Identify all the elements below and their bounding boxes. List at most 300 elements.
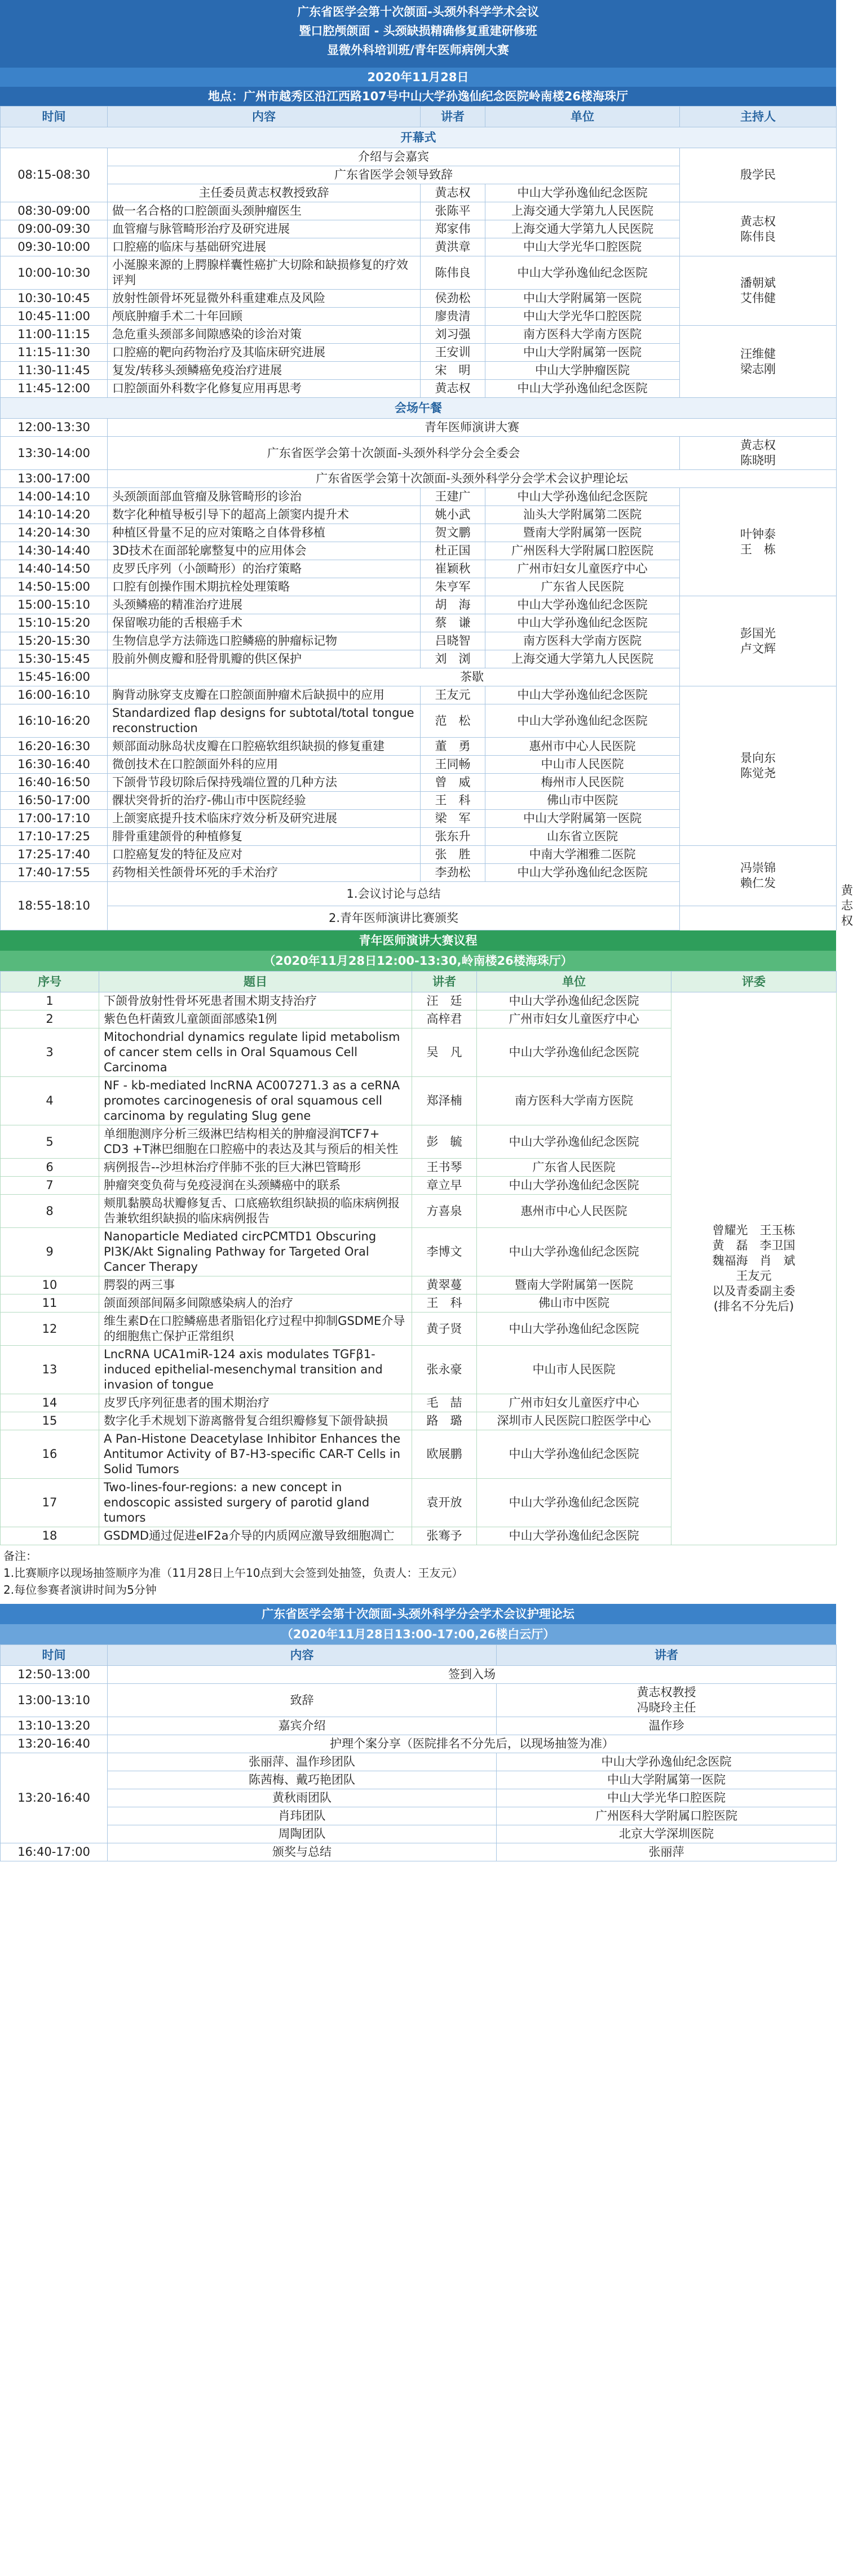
speaker-cell: 汪 廷 — [412, 992, 477, 1010]
time-cell: 15:10-15:20 — [1, 614, 108, 632]
unit-cell: 广东省人民医院 — [477, 1159, 671, 1177]
unit-cell: 中山大学光华口腔医院 — [485, 238, 680, 256]
speaker-cell: 黄洪章 — [421, 238, 485, 256]
team-row — [1, 1807, 837, 1825]
schedule-row — [1, 202, 837, 220]
unit-cell: 中山市人民医院 — [485, 756, 680, 774]
content-cell: 介绍与会嘉宾 — [108, 148, 680, 166]
title-cell: GSDMD通过促进eIF2a介导的内质网应激导致细胞凋亡 — [99, 1527, 412, 1545]
speaker-cell: 朱亨军 — [421, 578, 485, 596]
unit-cell: 中山大学孙逸仙纪念医院 — [485, 614, 680, 632]
speaker-cell: 黄志权 — [421, 380, 485, 398]
content-cell: 口腔有创操作围术期抗栓处理策略 — [108, 578, 421, 596]
tea-break-row — [1, 668, 837, 686]
number-cell: 7 — [1, 1177, 99, 1195]
unit-cell: 暨南大学附属第一医院 — [485, 524, 680, 542]
team-cell: 肖玮团队 — [108, 1807, 497, 1825]
schedule-row — [1, 437, 837, 470]
host-cell: 殷学民 — [680, 148, 837, 202]
main-schedule-table — [0, 106, 853, 930]
number-cell: 10 — [1, 1276, 99, 1294]
unit-cell: 中山大学光华口腔医院 — [485, 308, 680, 326]
opening-section — [1, 127, 837, 148]
number-cell: 13 — [1, 1346, 99, 1394]
time-cell: 15:00-15:10 — [1, 596, 108, 614]
unit-cell: 中山大学孙逸仙纪念医院 — [477, 1313, 671, 1346]
speaker-cell: 张 胜 — [421, 846, 485, 864]
content-cell: 1.会议讨论与总结 — [108, 882, 680, 906]
host-cell: 叶钟泰 王 栋 — [680, 488, 837, 596]
unit-cell: 南方医科大学南方医院 — [477, 1077, 671, 1125]
unit-cell: 中山大学孙逸仙纪念医院 — [497, 1753, 837, 1771]
speaker-cell: 张丽萍 — [497, 1843, 837, 1861]
unit-cell: 梅州市人民医院 — [485, 774, 680, 792]
time-cell: 17:10-17:25 — [1, 828, 108, 846]
time-cell: 16:50-17:00 — [1, 792, 108, 810]
time-cell: 17:40-17:55 — [1, 864, 108, 882]
number-cell: 15 — [1, 1412, 99, 1430]
content-cell: 嘉宾介绍 — [108, 1717, 497, 1735]
unit-cell: 南方医科大学南方医院 — [485, 326, 680, 344]
content-cell: 颊部面动脉岛状皮瓣在口腔癌软组织缺损的修复重建 — [108, 738, 421, 756]
speaker-cell: 王安训 — [421, 344, 485, 362]
unit-cell: 惠州市中心人民医院 — [477, 1195, 671, 1228]
team-row — [1, 1789, 837, 1807]
nursing-title: 广东省医学会第十次颌面-头颈外科学分会学术会议护理论坛 — [0, 1604, 836, 1624]
column-header: 单位 — [477, 972, 671, 992]
speaker-cell: 欧展鹏 — [412, 1430, 477, 1479]
unit-cell: 中山大学孙逸仙纪念医院 — [485, 488, 680, 506]
speaker-cell: 刘习强 — [421, 326, 485, 344]
unit-cell: 广州医科大学附属口腔医院 — [497, 1807, 837, 1825]
time-cell: 13:20-16:40 — [1, 1753, 108, 1843]
schedule-row — [1, 419, 837, 437]
number-cell: 16 — [1, 1430, 99, 1479]
content-cell: 护理个案分享（医院排名不分先后，以现场抽签为准） — [108, 1735, 837, 1753]
team-row — [1, 1825, 837, 1843]
column-header: 评委 — [671, 972, 837, 992]
closing-row: 18:55-18:10 1.会议讨论与总结 黄志权 — [1, 882, 837, 906]
time-cell: 15:20-15:30 — [1, 632, 108, 650]
content-cell: 种植区骨量不足的应对策略之自体骨移植 — [108, 524, 421, 542]
nursing-subtitle: （2020年11月28日13:00-17:00,26楼白云厅） — [0, 1624, 836, 1644]
time-cell: 12:50-13:00 — [1, 1666, 108, 1684]
speaker-cell: 董 勇 — [421, 738, 485, 756]
team-cell: 黄秋雨团队 — [108, 1789, 497, 1807]
host-cell: 景向东 陈觉尧 — [680, 686, 837, 846]
content-cell: 下颌骨节段切除后保持残端位置的几种方法 — [108, 774, 421, 792]
host-cell: 黄志权 陈伟良 — [680, 202, 837, 256]
time-cell: 18:55-18:10 — [1, 882, 108, 930]
column-header: 内容 — [108, 107, 421, 127]
number-cell: 6 — [1, 1159, 99, 1177]
time-cell: 16:00-16:10 — [1, 686, 108, 704]
speaker-cell: 姚小武 — [421, 506, 485, 524]
unit-cell: 中山大学孙逸仙纪念医院 — [477, 992, 671, 1010]
speaker-cell: 崔颖秋 — [421, 560, 485, 578]
host-cell: 黄志权 陈晓明 — [680, 437, 837, 470]
speaker-cell: 李博文 — [412, 1228, 477, 1276]
content-cell: 茶歇 — [108, 668, 837, 686]
column-header: 题目 — [99, 972, 412, 992]
content-cell: 药物相关性颌骨坏死的手术治疗 — [108, 864, 421, 882]
title-cell: 颌面颈部间隔多间隙感染病人的治疗 — [99, 1294, 412, 1313]
unit-cell: 中山大学光华口腔医院 — [497, 1789, 837, 1807]
content-cell: 致辞 — [108, 1684, 497, 1717]
time-cell: 16:40-16:50 — [1, 774, 108, 792]
team-row — [1, 1771, 837, 1789]
column-header: 序号 — [1, 972, 99, 992]
content-cell: 复发/转移头颈鳞癌免疫治疗进展 — [108, 362, 421, 380]
time-cell: 17:00-17:10 — [1, 810, 108, 828]
content-cell: 胸背动脉穿支皮瓣在口腔颌面肿瘤术后缺损中的应用 — [108, 686, 421, 704]
time-cell: 14:40-14:50 — [1, 560, 108, 578]
unit-cell: 中山大学孙逸仙纪念医院 — [485, 380, 680, 398]
time-cell: 14:50-15:00 — [1, 578, 108, 596]
nursing-schedule — [0, 1644, 836, 1861]
unit-cell: 汕头大学附属第二医院 — [485, 506, 680, 524]
column-header: 内容 — [108, 1645, 497, 1666]
unit-cell: 中山大学附属第一医院 — [485, 344, 680, 362]
title-line-2: 暨口腔颅颌面 - 头颈缺损精确修复重建研修班 — [299, 24, 537, 38]
contest-row — [1, 992, 837, 1010]
speaker-cell: 章立早 — [412, 1177, 477, 1195]
content-cell: 广东省医学会领导致辞 — [108, 166, 680, 184]
content-cell: Standardized flap designs for subtotal/total tongue reconstruction — [108, 704, 421, 738]
closing-row — [1, 906, 837, 930]
unit-cell: 山东省立医院 — [485, 828, 680, 846]
unit-cell: 中山大学孙逸仙纪念医院 — [477, 1177, 671, 1195]
content-cell: 皮罗氏序列（小颌畸形）的治疗策略 — [108, 560, 421, 578]
host-cell: 汪维健 梁志刚 — [680, 326, 837, 398]
note-line-1: 1.比赛顺序以现场抽签顺序为准（11月28日上午10点到大会签到处抽签，负责人：王友元） — [3, 1566, 463, 1580]
title-cell: 单细胞测序分析三级淋巴结构相关的肿瘤浸润TCF7+ CD3 +T淋巴细胞在口腔癌中的表达及其与预后的相关性 — [99, 1125, 412, 1159]
title-cell: Mitochondrial dynamics regulate lipid metabolism of cancer stem cells in Oral Squamous Cell Carcinoma — [99, 1028, 412, 1077]
speaker-cell: 黄志权教授 冯晓玲主任 — [497, 1684, 837, 1717]
number-cell: 17 — [1, 1479, 99, 1527]
content-cell: 生物信息学方法筛选口腔鳞癌的肿瘤标记物 — [108, 632, 421, 650]
content-cell: 头颈鳞癌的精准治疗进展 — [108, 596, 421, 614]
note-line-2: 2.每位参赛者演讲时间为5分钟 — [3, 1583, 157, 1597]
time-cell: 13:00-17:00 — [1, 470, 108, 488]
number-cell: 4 — [1, 1077, 99, 1125]
unit-cell: 广州市妇女儿童医疗中心 — [477, 1394, 671, 1412]
contest-title: 青年医师演讲大赛议程 — [0, 930, 836, 951]
number-cell: 3 — [1, 1028, 99, 1077]
schedule-row — [1, 326, 837, 344]
title-cell: Two-lines-four-regions: a new concept in endoscopic assisted surgery of parotid gland tumors — [99, 1479, 412, 1527]
number-cell: 9 — [1, 1228, 99, 1276]
speaker-cell: 黄翠蔓 — [412, 1276, 477, 1294]
speaker-cell: 王友元 — [421, 686, 485, 704]
unit-cell: 暨南大学附属第一医院 — [477, 1276, 671, 1294]
main-schedule — [0, 106, 853, 930]
unit-cell: 中山大学孙逸仙纪念医院 — [485, 704, 680, 738]
host-cell: 潘朝斌 艾伟健 — [680, 256, 837, 326]
speaker-cell: 王同畅 — [421, 756, 485, 774]
content-cell: 血管瘤与脉管畸形治疗及研究进展 — [108, 220, 421, 238]
nursing-row — [1, 1735, 837, 1753]
speaker-cell: 郑泽楠 — [412, 1077, 477, 1125]
speaker-cell: 侯劲松 — [421, 290, 485, 308]
team-cell: 张丽萍、温作珍团队 — [108, 1753, 497, 1771]
content-cell: 髁状突骨折的治疗-佛山市中医院经验 — [108, 792, 421, 810]
content-cell: 口腔癌复发的特征及应对 — [108, 846, 421, 864]
speaker-cell: 范 松 — [421, 704, 485, 738]
time-cell: 15:45-16:00 — [1, 668, 108, 686]
time-cell: 10:45-11:00 — [1, 308, 108, 326]
schedule-row — [1, 686, 837, 704]
speaker-cell: 方喜泉 — [412, 1195, 477, 1228]
content-cell: 腓骨重建颌骨的种植修复 — [108, 828, 421, 846]
opening-section-label: 开幕式 — [1, 127, 837, 148]
schedule-row — [1, 596, 837, 614]
title-cell: Nanoparticle Mediated circPCMTD1 Obscuring PI3K/Akt Signaling Pathway for Targeted Oral Cancer Therapy — [99, 1228, 412, 1276]
unit-cell: 佛山市中医院 — [485, 792, 680, 810]
unit-cell: 中山大学孙逸仙纪念医院 — [485, 256, 680, 290]
time-cell: 09:00-09:30 — [1, 220, 108, 238]
unit-cell: 中山大学孙逸仙纪念医院 — [477, 1527, 671, 1545]
unit-cell: 上海交通大学第九人民医院 — [485, 220, 680, 238]
lunch-section-label: 会场午餐 — [1, 398, 837, 419]
speaker-cell: 陈伟良 — [421, 256, 485, 290]
judges-cell: 曾耀光 王玉栋 黄 磊 李卫国 魏福海 肖 斌 王友元 以及青委副主委 (排名不分先后) — [671, 992, 837, 1545]
title-cell: 维生素D在口腔鳞癌患者脂铝化疗过程中抑制GSDME介导的细胞焦亡保护正常组织 — [99, 1313, 412, 1346]
content-cell: 股前外侧皮瓣和胫骨肌瓣的供区保护 — [108, 650, 421, 668]
content-cell: 小涎腺来源的上腭腺样囊性癌扩大切除和缺损修复的疗效评判 — [108, 256, 421, 290]
number-cell: 8 — [1, 1195, 99, 1228]
time-cell: 09:30-10:00 — [1, 238, 108, 256]
number-cell: 1 — [1, 992, 99, 1010]
nursing-row — [1, 1843, 837, 1861]
speaker-cell: 王书琴 — [412, 1159, 477, 1177]
unit-cell: 中山市人民医院 — [477, 1346, 671, 1394]
unit-cell: 中山大学孙逸仙纪念医院 — [485, 184, 680, 202]
time-cell: 14:00-14:10 — [1, 488, 108, 506]
host-cell: 冯崇锦 赖仁发 — [680, 846, 837, 906]
speaker-cell: 曾 威 — [421, 774, 485, 792]
speaker-cell: 胡 海 — [421, 596, 485, 614]
column-header: 时间 — [1, 1645, 108, 1666]
unit-cell: 广州医科大学附属口腔医院 — [485, 542, 680, 560]
column-header: 讲者 — [421, 107, 485, 127]
speaker-cell: 李劲松 — [421, 864, 485, 882]
schedule-row — [1, 256, 837, 290]
time-cell: 08:15-08:30 — [1, 148, 108, 202]
unit-cell: 中山大学附属第一医院 — [485, 810, 680, 828]
speaker-cell: 王 科 — [412, 1294, 477, 1313]
unit-cell: 中山大学附属第一医院 — [485, 290, 680, 308]
title-cell: 肿瘤突变负荷与免疫浸润在头颈鳞癌中的联系 — [99, 1177, 412, 1195]
time-cell: 11:30-11:45 — [1, 362, 108, 380]
speaker-cell: 杜正国 — [421, 542, 485, 560]
speaker-cell: 廖贵清 — [421, 308, 485, 326]
title-cell: 皮罗氏序列征患者的围术期治疗 — [99, 1394, 412, 1412]
title-cell: 紫色色杆菌致儿童颌面部感染1例 — [99, 1010, 412, 1028]
speaker-cell: 吴 凡 — [412, 1028, 477, 1077]
title-cell: 病例报告--沙坦林治疗伴肺不张的巨大淋巴管畸形 — [99, 1159, 412, 1177]
title-line-3: 显微外科培训班/青年医师病例大赛 — [327, 43, 509, 57]
speaker-cell: 袁开放 — [412, 1479, 477, 1527]
time-cell: 16:10-16:20 — [1, 704, 108, 738]
content-cell: 口腔癌的靶向药物治疗及其临床研究进展 — [108, 344, 421, 362]
time-cell: 16:40-17:00 — [1, 1843, 108, 1861]
time-cell: 15:30-15:45 — [1, 650, 108, 668]
content-cell: 上颌窦底提升技术临床疗效分析及研究进展 — [108, 810, 421, 828]
number-cell: 18 — [1, 1527, 99, 1545]
time-cell: 11:15-11:30 — [1, 344, 108, 362]
note-line-0: 备注： — [3, 1549, 37, 1563]
content-cell: 口腔颌面外科数字化修复应用再思考 — [108, 380, 421, 398]
number-cell: 5 — [1, 1125, 99, 1159]
team-cell: 周陶团队 — [108, 1825, 497, 1843]
unit-cell: 深圳市人民医院口腔医学中心 — [477, 1412, 671, 1430]
content-cell: 广东省医学会第十次颌面-头颈外科学分会全委会 — [108, 437, 680, 470]
title-cell: 颊肌黏膜岛状瓣修复舌、口底癌软组织缺损的临床病例报告兼软组织缺损的临床病例报告 — [99, 1195, 412, 1228]
unit-cell: 上海交通大学第九人民医院 — [485, 650, 680, 668]
speaker-cell: 贺文鹏 — [421, 524, 485, 542]
unit-cell: 广东省人民医院 — [485, 578, 680, 596]
nursing-row — [1, 1666, 837, 1684]
content-cell: 做一名合格的口腔颌面头颈肿瘤医生 — [108, 202, 421, 220]
column-header: 讲者 — [412, 972, 477, 992]
time-cell: 16:20-16:30 — [1, 738, 108, 756]
speaker-cell: 黄子贤 — [412, 1313, 477, 1346]
content-cell: 保留喉功能的舌根癌手术 — [108, 614, 421, 632]
time-cell: 13:00-13:10 — [1, 1684, 108, 1717]
speaker-cell: 张永豪 — [412, 1346, 477, 1394]
schedule-row — [1, 846, 837, 864]
event-venue: 地点：广州市越秀区沿江西路107号中山大学孙逸仙纪念医院岭南楼26楼海珠厅 — [0, 87, 836, 106]
content-cell: 数字化种植导板引导下的超高上颌窦内提升术 — [108, 506, 421, 524]
nursing-table — [0, 1644, 837, 1861]
speaker-cell: 毛 喆 — [412, 1394, 477, 1412]
unit-cell: 上海交通大学第九人民医院 — [485, 202, 680, 220]
speaker-cell: 温作珍 — [497, 1717, 837, 1735]
time-cell: 14:30-14:40 — [1, 542, 108, 560]
content-cell: 广东省医学会第十次颌面-头颈外科学分会学术会议护理论坛 — [108, 470, 837, 488]
title-cell: LncRNA UCA1miR-124 axis modulates TGFβ1-induced epithelial-mesenchymal transition and invasion of tongue — [99, 1346, 412, 1394]
content-cell: 颁奖与总结 — [108, 1843, 497, 1861]
title-cell: NF - kb-mediated lncRNA AC007271.3 as a ceRNA promotes carcinogenesis of oral squamous cell carcinoma by regulating Slug gene — [99, 1077, 412, 1125]
content-cell: 头颈颌面部血管瘤及脉管畸形的诊治 — [108, 488, 421, 506]
speaker-cell: 梁 军 — [421, 810, 485, 828]
team-row — [1, 1753, 837, 1771]
speaker-cell: 蔡 谦 — [421, 614, 485, 632]
unit-cell: 中山大学孙逸仙纪念医院 — [477, 1479, 671, 1527]
speaker-cell: 刘 浏 — [421, 650, 485, 668]
unit-cell: 南方医科大学南方医院 — [485, 632, 680, 650]
title-line-1: 广东省医学会第十次颌面-头颈外科学学术会议 — [297, 5, 539, 19]
speaker-cell: 高梓君 — [412, 1010, 477, 1028]
time-cell: 17:25-17:40 — [1, 846, 108, 864]
speaker-cell: 王 科 — [421, 792, 485, 810]
nursing-row — [1, 1717, 837, 1735]
unit-cell: 中山大学孙逸仙纪念医院 — [485, 864, 680, 882]
time-cell: 10:30-10:45 — [1, 290, 108, 308]
content-cell: 急危重头颈部多间隙感染的诊治对策 — [108, 326, 421, 344]
contest-table — [0, 971, 837, 1545]
content-cell: 口腔癌的临床与基础研究进展 — [108, 238, 421, 256]
content-cell: 2.青年医师演讲比赛颁奖 — [108, 906, 680, 930]
unit-cell: 北京大学深圳医院 — [497, 1825, 837, 1843]
speaker-cell: 黄志权 — [421, 184, 485, 202]
title-cell: 腭裂的两三事 — [99, 1276, 412, 1294]
time-cell: 12:00-13:30 — [1, 419, 108, 437]
speaker-cell: 张东升 — [421, 828, 485, 846]
contest-notes — [3, 1548, 463, 1598]
event-date: 2020年11月28日 — [0, 68, 836, 87]
unit-cell: 中山大学孙逸仙纪念医院 — [485, 686, 680, 704]
contest-subtitle: （2020年11月28日12:00-13:30,岭南楼26楼海珠厅） — [0, 951, 836, 971]
number-cell: 11 — [1, 1294, 99, 1313]
content-cell: 微创技术在口腔颌面外科的应用 — [108, 756, 421, 774]
time-cell: 11:00-11:15 — [1, 326, 108, 344]
unit-cell: 中山大学肿瘤医院 — [485, 362, 680, 380]
speaker-cell: 王建广 — [421, 488, 485, 506]
column-header: 主持人 — [680, 107, 837, 127]
unit-cell: 中山大学孙逸仙纪念医院 — [485, 596, 680, 614]
unit-cell: 中山大学孙逸仙纪念医院 — [477, 1430, 671, 1479]
title-cell: A Pan-Histone Deacetylase Inhibitor Enhances the Antitumor Activity of B7-H3-specific CAR-T Cells in Solid Tumors — [99, 1430, 412, 1479]
content-cell: 颅底肿瘤手术二十年回顾 — [108, 308, 421, 326]
number-cell: 14 — [1, 1394, 99, 1412]
unit-cell: 中山大学孙逸仙纪念医院 — [477, 1028, 671, 1077]
unit-cell: 中山大学孙逸仙纪念医院 — [477, 1228, 671, 1276]
speaker-cell: 吕晓智 — [421, 632, 485, 650]
unit-cell: 中山大学附属第一医院 — [497, 1771, 837, 1789]
content-cell: 主任委员黄志权教授致辞 — [108, 184, 421, 202]
title-cell: 数字化手术规划下游离髂骨复合组织瓣修复下颌骨缺损 — [99, 1412, 412, 1430]
time-cell: 13:10-13:20 — [1, 1717, 108, 1735]
content-cell: 放射性颌骨坏死显微外科重建难点及风险 — [108, 290, 421, 308]
time-cell: 08:30-09:00 — [1, 202, 108, 220]
lunch-section — [1, 398, 837, 419]
speaker-cell: 彭 毓 — [412, 1125, 477, 1159]
time-cell: 13:30-14:00 — [1, 437, 108, 470]
schedule-row — [1, 488, 837, 506]
time-cell: 10:00-10:30 — [1, 256, 108, 290]
time-cell: 11:45-12:00 — [1, 380, 108, 398]
content-cell: 3D技术在面部轮廓整复中的应用体会 — [108, 542, 421, 560]
schedule-row — [1, 148, 837, 166]
speaker-cell: 郑家伟 — [421, 220, 485, 238]
column-header: 讲者 — [497, 1645, 837, 1666]
unit-cell: 广州市妇女儿童医疗中心 — [485, 560, 680, 578]
unit-cell: 惠州市中心人民医院 — [485, 738, 680, 756]
content-cell: 签到入场 — [108, 1666, 837, 1684]
nursing-row — [1, 1684, 837, 1717]
column-header: 单位 — [485, 107, 680, 127]
time-cell: 13:20-16:40 — [1, 1735, 108, 1753]
team-cell: 陈茜梅、戴巧艳团队 — [108, 1771, 497, 1789]
speaker-cell: 张陈平 — [421, 202, 485, 220]
content-cell: 青年医师演讲大赛 — [108, 419, 837, 437]
speaker-cell: 路 璐 — [412, 1412, 477, 1430]
unit-cell: 佛山市中医院 — [477, 1294, 671, 1313]
speaker-cell: 宋 明 — [421, 362, 485, 380]
speaker-cell: 张骞予 — [412, 1527, 477, 1545]
number-cell: 12 — [1, 1313, 99, 1346]
page-title-block — [0, 0, 836, 68]
number-cell: 2 — [1, 1010, 99, 1028]
schedule-row — [1, 470, 837, 488]
title-cell: 下颌骨放射性骨坏死患者围术期支持治疗 — [99, 992, 412, 1010]
contest-schedule — [0, 971, 836, 1545]
time-cell: 14:20-14:30 — [1, 524, 108, 542]
time-cell: 16:30-16:40 — [1, 756, 108, 774]
unit-cell: 广州市妇女儿童医疗中心 — [477, 1010, 671, 1028]
